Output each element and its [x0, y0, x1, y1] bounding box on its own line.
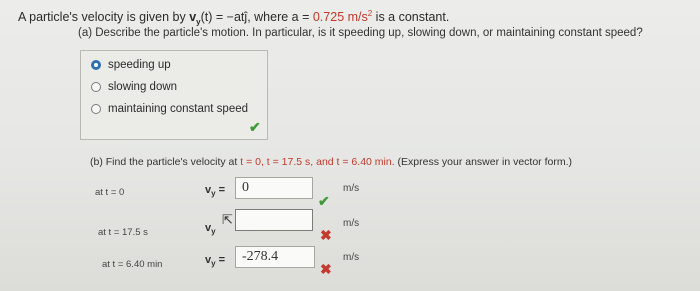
option-slowing-down[interactable]: slowing down	[91, 81, 177, 93]
unit-label: m/s	[343, 183, 360, 194]
check-icon: ✔	[249, 119, 261, 135]
part-a-prompt: (a) Describe the particle's motion. In particular, is it speeding up, slowing down, or maintaining constant speed?	[78, 27, 643, 39]
check-icon: ✔	[318, 193, 330, 209]
row-label: at t = 6.40 min	[102, 259, 163, 270]
velocity-symbol: $v_y$	[205, 222, 216, 237]
row-label: at t = 0	[95, 187, 125, 198]
velocity-input-t17[interactable]	[235, 209, 313, 231]
radio-icon[interactable]	[91, 104, 101, 114]
radio-icon[interactable]	[91, 82, 101, 92]
option-constant-speed[interactable]: maintaining constant speed	[91, 103, 248, 115]
mouse-pointer-icon: ⇱	[222, 212, 233, 227]
unit-label: m/s	[343, 218, 360, 229]
motion-choice-group	[80, 50, 268, 140]
row-label: at t = 17.5 s	[98, 227, 148, 238]
option-speeding-up[interactable]: speeding up	[91, 59, 171, 71]
cross-icon: ✖	[320, 261, 332, 277]
cross-icon: ✖	[320, 227, 332, 243]
question-text: A particle's velocity is given by $v_y(t)$ = −atĵ, where a = 0.725 $m/s^2$ is a constant.	[18, 9, 450, 27]
unit-label: m/s	[343, 252, 360, 263]
velocity-symbol: $v_y$ =	[205, 254, 226, 269]
radio-selected-icon[interactable]	[91, 60, 101, 70]
velocity-symbol: $v_y$ =	[205, 184, 226, 199]
part-b-prompt: (b) Find the particle's velocity at t = 0, t = 17.5 s, and t = 6.40 min. (Express your answer in vector form.)	[90, 156, 573, 168]
velocity-input-t640[interactable]: -278.4	[235, 246, 315, 268]
velocity-input-t0[interactable]: 0	[235, 177, 313, 199]
